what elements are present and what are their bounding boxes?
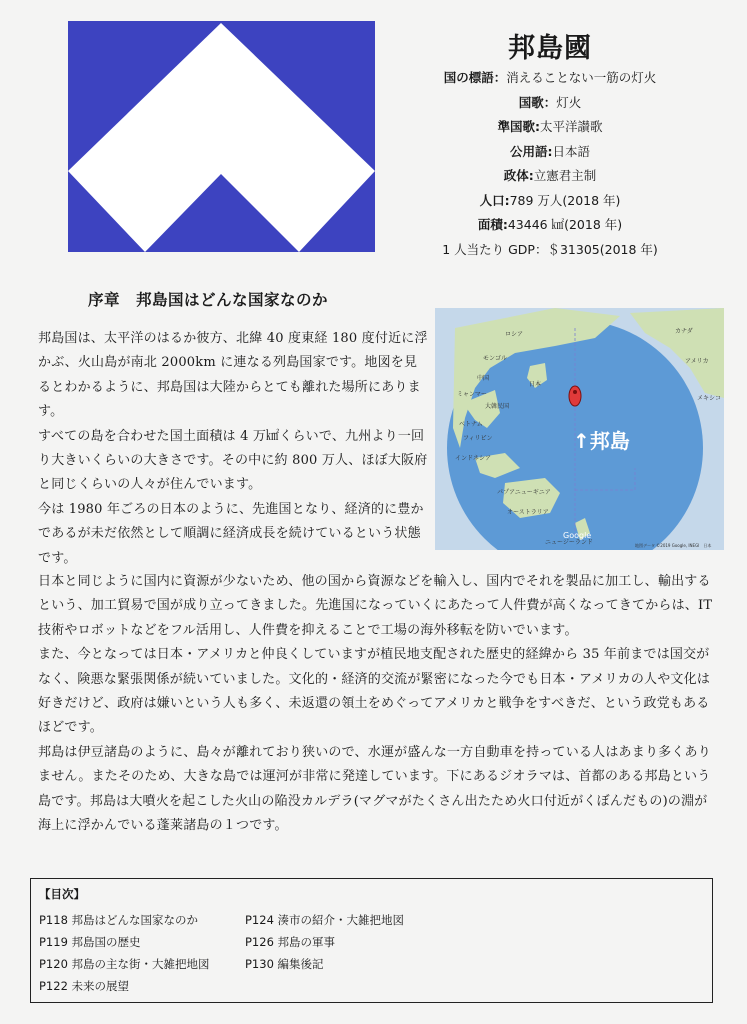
toc-column-left [39, 909, 210, 997]
place-label: 大韓民国 [485, 403, 510, 410]
toc-entry[interactable]: P118 邦島はどんな国家なのか [39, 913, 199, 927]
fact-row: 国の標語：消えることない一筋の灯火 [443, 70, 657, 85]
intro-text [38, 327, 428, 571]
place-label: モンゴル [483, 355, 508, 362]
fact-row: 面積:43446 ㎢(2018 年) [477, 217, 623, 232]
map-credit: 地図データ ©2019 Google, INEGI 日本 [635, 543, 712, 548]
place-label: ロシア [505, 331, 524, 338]
fact-row: 政体:立憲君主制 [503, 168, 597, 183]
place-label: インドネシア [455, 455, 491, 462]
place-label: ベトナム [459, 421, 483, 428]
place-label: フィリピン [463, 435, 493, 442]
paragraph: また、今となっては日本・アメリカと仲良くしていますが植民地支配された歴史的経緯から 35 年前までは国交がなく、険悪な緊張関係が続いていました。文化的・経済的交流が緊密になった今でも日本・アメリカの人や文化は好きだけど、政府は嫌いという人も多く、未返還の領土をめぐってアメリカと戦争をすべきだ、という政党もあるほどです。 [38, 647, 711, 736]
place-label: パプアニューギニア [497, 489, 551, 496]
place-label: ミャンマー [457, 391, 487, 398]
national-flag [68, 21, 375, 252]
fact-row: 人口:789 万人(2018 年) [479, 192, 621, 208]
paragraph: すべての島を合わせた国土面積は 4 万㎢くらいで、九州より一回り大きいくらいの大きさです。その中に約 800 万人、ほぼ大阪府と同じくらいの人々が住んでいます。 [38, 428, 428, 493]
island-arrow-label: ↑邦島 [573, 429, 630, 453]
toc-column-right [245, 909, 404, 975]
globe-map [435, 308, 724, 550]
country-facts [390, 66, 710, 262]
place-label: メキシコ [697, 395, 721, 402]
place-label: アメリカ [685, 358, 709, 365]
fact-row: 準国歌:太平洋讃歌 [497, 119, 603, 134]
toc-entry[interactable]: P119 邦島国の歴史 [39, 935, 141, 949]
toc-title: 【目次】 [39, 887, 85, 901]
island-pin [569, 386, 581, 406]
country-title: 邦島國 [508, 33, 592, 64]
place-label: 日本 [529, 381, 542, 388]
fact-row: 国歌：灯火 [518, 94, 582, 110]
main-text [38, 570, 718, 838]
toc-entry[interactable]: P126 邦島の軍事 [245, 935, 336, 949]
paragraph: 邦島国は、太平洋のはるか彼方、北緯 40 度東経 180 度付近に浮かぶ、火山島が南北 2000km に連なる列島国家です。地図を見るとわかるように、邦島国は大陸からとても離れた場所にあります。 [38, 331, 428, 420]
map-brand: Google [563, 531, 592, 540]
fact-row: 1 人当たり GDP：＄31305(2018 年) [442, 241, 658, 257]
place-label: オーストラリア [507, 509, 549, 516]
table-of-contents [30, 878, 713, 1003]
paragraph: 今は 1980 年ごろの日本のように、先進国となり、経済的に豊かであるが未だ依然として順調に経済成長を続けているという状態です。 [38, 501, 424, 566]
toc-entry[interactable]: P130 編集後記 [245, 957, 324, 971]
toc-entry[interactable]: P120 邦島の主な街・大雑把地図 [39, 957, 210, 971]
fact-row: 公用語:日本語 [509, 143, 590, 159]
chapter-heading: 序章 邦島国はどんな国家なのか [88, 291, 329, 309]
paragraph: 邦島は伊豆諸島のように、島々が離れており狭いので、水運が盛んな一方自動車を持っている人はあまり多くありません。またそのため、大きな島では運河が非常に発達しています。下にあるジオラマは、首都のある邦島という島です。邦島は大噴火を起こした火山の陥没カルデラ(マグマがたくさん出たため火口付近がくぼんだもの)の淵が海上に浮かんでいる蓬莱諸島の１つです。 [38, 744, 711, 834]
pin-dot-icon [573, 390, 577, 394]
toc-entry[interactable]: P122 未来の展望 [39, 979, 130, 993]
place-label: カナダ [675, 328, 693, 335]
paragraph: 日本と同じように国内に資源が少ないため、他の国から資源などを輸入し、国内でそれを製品に加工し、輸出するという、加工貿易で国が成り立ってきました。先進国になっていくにあたって人件費が高くなってきてからは、IT 技術やロボットなどをフル活用し、人件費を抑えることで工場の海外移転を防いでいます。 [38, 574, 713, 638]
toc-entry[interactable]: P124 湊市の紹介・大雑把地図 [245, 913, 405, 927]
place-label: ニュージーランド [545, 539, 593, 546]
place-label: 中国 [477, 375, 490, 382]
pin-icon [569, 386, 581, 406]
